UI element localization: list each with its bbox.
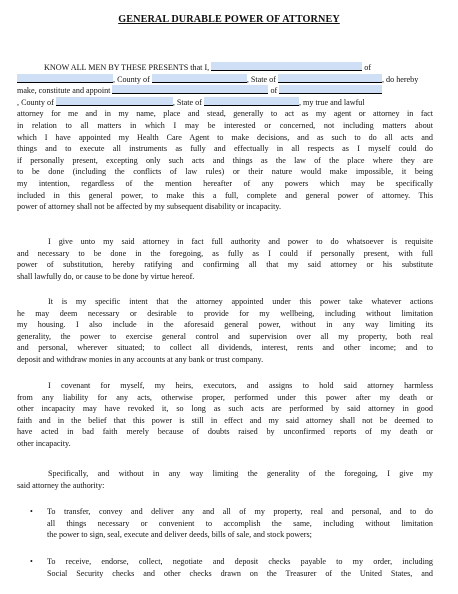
- paragraph-line: from any liability for any acts, otherwise proper, performed under this power after my death or: [17, 392, 433, 402]
- paragraph-line: my housing. I also include in the aforesaid general power, without in any way limiting its: [17, 320, 433, 330]
- list-item-text: [47, 556, 433, 579]
- list-item-line: To transfer, convey and deliver any and all of my property, real and personal, and to do: [47, 507, 433, 516]
- intro-of-1: of: [364, 63, 372, 72]
- intro-line: if personally present, excepting only such acts and things as the law of the place where they are: [17, 155, 433, 165]
- paragraph-line: faith and in the belief that this power is still in effect and my said attorney shall not be deemed to: [17, 415, 433, 425]
- intro-county-4: , County of: [17, 97, 54, 107]
- list-item-text: [47, 506, 433, 541]
- paragraph-line: generality, the power to exercise general control and supervision over all my property, both real: [17, 331, 433, 341]
- bullet-icon: •: [30, 507, 33, 516]
- list-item: [30, 506, 433, 542]
- intro-county-1: , County of: [113, 74, 150, 84]
- attorney-state-field[interactable]: [204, 97, 299, 106]
- covenant-paragraph: [17, 380, 433, 450]
- paragraph-line: deposit and withdraw monies in any accounts at any bank or trust company.: [17, 354, 264, 364]
- intro-state-1: , State of: [246, 74, 276, 84]
- intro-line: things and to execute all instruments as fully and effectually in all respects as I myself could do: [17, 144, 433, 154]
- intro-line: to be done (including the conflicts of law rules) or their nature would make impossible, it being: [17, 167, 433, 177]
- paragraph-line: and personal, wherever situated; to collect all dividends, interest, rents and other income; and to: [17, 343, 433, 353]
- intro-paragraph: [17, 62, 433, 213]
- paragraph-line: Specifically, and without in any way limiting the generality of the foregoing, I give my: [48, 469, 433, 478]
- list-item-line: Social Security checks and other checks drawn on the Treasurer of the United States, and: [47, 568, 433, 578]
- attorney-name-field[interactable]: [112, 85, 268, 94]
- attorney-city-field[interactable]: [279, 85, 382, 94]
- list-item-line: all things necessary or convenient to accomplish the same, including without limitation: [47, 518, 433, 528]
- paragraph-line: power of substitution, hereby ratifying and confirming all that my said attorney or his substitute: [17, 260, 433, 270]
- intro-line: in relation to all matters in which I may be interested or concerned, not including matters about: [17, 120, 433, 130]
- paragraph-line: and necessary to be done in the foregoing, as fully as I could if personally present, with full: [17, 248, 433, 258]
- intro-line: my intention, regardless of the mention hereafter of any powers which may be specifically: [17, 178, 433, 188]
- intro-state-4: , State of: [172, 97, 202, 107]
- paragraph-line: he may deem necessary or desirable to provide for my wellbeing, including without limitation: [17, 308, 433, 318]
- intro-line: which I have appointed my Health Care Agent to make decisions, and as such to do all acts and: [17, 132, 433, 142]
- principal-county-field[interactable]: [152, 74, 247, 83]
- authority-paragraph: [17, 236, 433, 282]
- intro-end-1: , do hereby: [381, 74, 419, 84]
- paragraph-line: I give unto my said attorney in fact full authority and power to do whatsoever is requisite: [48, 237, 433, 246]
- document-title: GENERAL DURABLE POWER OF ATTORNEY: [118, 14, 340, 25]
- paragraph-line: It is my specific intent that the attorney appointed under this power take whatever actions: [48, 297, 433, 306]
- list-item: [30, 556, 433, 580]
- paragraph-line: other incapacity may have revoked it, so long as such acts are performed by said attorney in good: [17, 404, 433, 414]
- attorney-county-field[interactable]: [56, 97, 173, 106]
- list-item-line: the power to sign, seal, execute and deliver deeds, bills of sale, and stock powers;: [47, 530, 312, 540]
- principal-state-field[interactable]: [278, 74, 382, 83]
- intro-text-3: make, constitute and appoint: [17, 86, 111, 96]
- intent-paragraph: [17, 296, 433, 366]
- paragraph-line: I covenant for myself, my heirs, executors, and assigns to hold said attorney harmless: [48, 381, 433, 390]
- specific-authority-paragraph: [17, 468, 433, 491]
- paragraph-line: said attorney the authority:: [17, 480, 105, 490]
- list-item-line: To receive, endorse, collect, negotiate and deposit checks payable to my order, including: [47, 557, 433, 566]
- intro-line: attorney for me and in my name, place and stead, generally to act as my agent or attorney in fact: [17, 109, 433, 119]
- intro-text-1: KNOW ALL MEN BY THESE PRESENTS that I,: [44, 63, 210, 72]
- intro-end-4: , my true and lawful: [298, 97, 365, 107]
- bullet-icon: •: [30, 557, 33, 566]
- paragraph-line: shall lawfully do, or cause to be done by virtue hereof.: [17, 271, 195, 281]
- paragraph-line: other incapacity.: [17, 438, 71, 448]
- principal-name-field[interactable]: [211, 62, 362, 71]
- paragraph-line: have acted in bad faith merely because of doubts raised by unconfirmed reports of my death or: [17, 427, 433, 437]
- principal-city-field[interactable]: [17, 74, 113, 83]
- intro-line: included in this general power, to make this a full, complete and general power of attorney. This: [17, 190, 433, 200]
- intro-line: power of attorney shall not be affected by my subsequent disability or incapacity.: [17, 202, 281, 212]
- intro-of-3: of: [270, 86, 278, 96]
